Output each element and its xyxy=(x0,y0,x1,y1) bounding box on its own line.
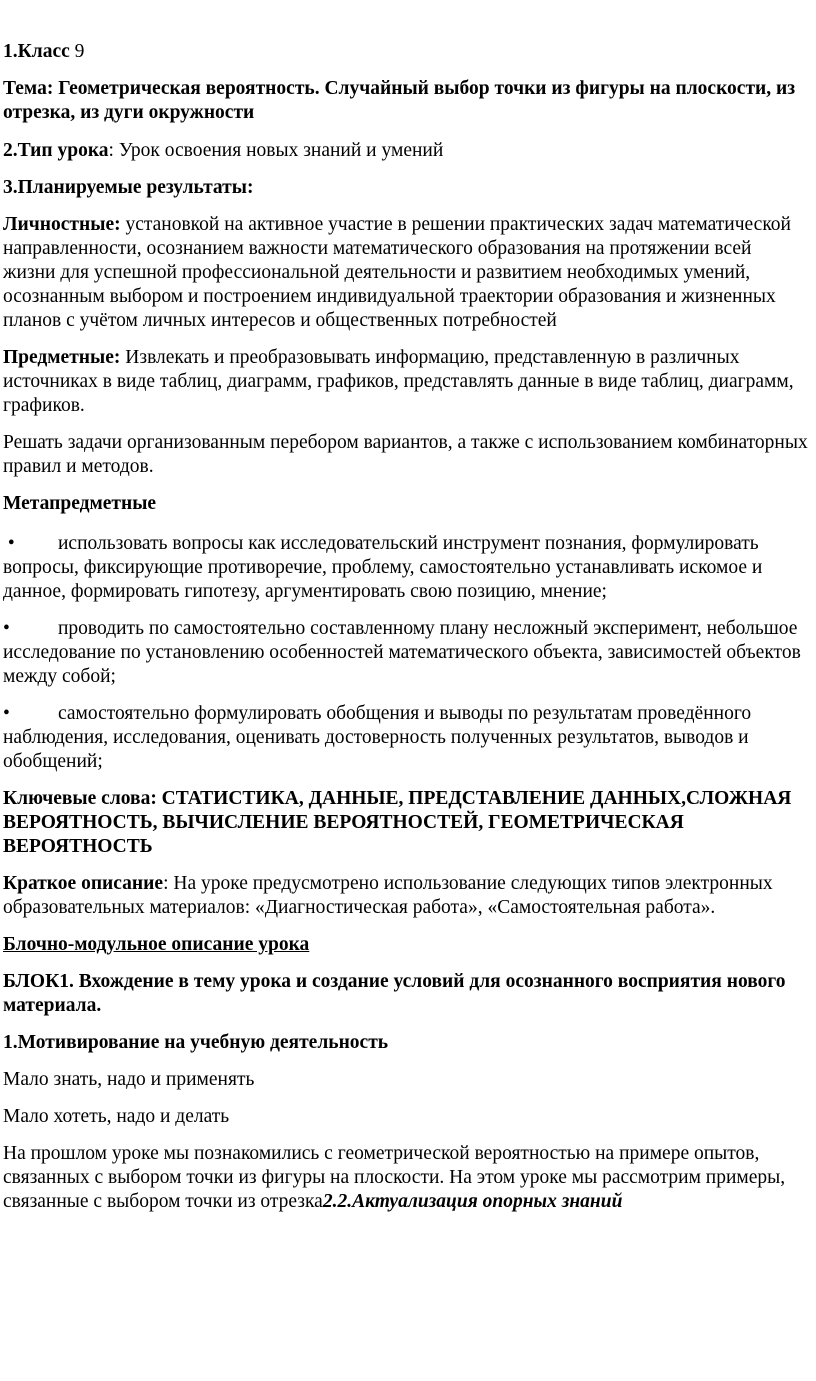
motivation-heading: 1.Мотивирование на учебную деятельность xyxy=(3,1032,389,1053)
brief-text: : На уроке предусмотрено использование следующих типов электронных образовательных материалов: «Диагностическая работа», «Самостоятельная работа». xyxy=(3,873,773,918)
subject-results-2: Решать задачи организованным перебором вариантов, а также с использованием комбинаторных правил и методов. xyxy=(3,432,808,477)
block-description-heading: Блочно-модульное описание урока xyxy=(3,934,310,955)
saying-1: Мало знать, надо и применять xyxy=(3,1069,255,1090)
class-line xyxy=(3,40,808,64)
brief-description xyxy=(3,872,808,920)
bullet-icon: • xyxy=(3,618,10,639)
meta-item-text: использовать вопросы как исследовательский инструмент познания, формулировать вопросы, фиксирующие противоречие, проблему, самостоятельно устанавливать искомое и данное, формировать гипотезу, аргументировать свою позицию, мнение; xyxy=(3,533,763,602)
block1-heading: БЛОК1. Вхождение в тему урока и создание условий для осознанного восприятия нового материала. xyxy=(3,971,786,1016)
subject-results xyxy=(3,346,808,418)
meta-item-1 xyxy=(3,532,808,604)
subject-label: Предметные: xyxy=(3,347,121,368)
saying-2: Мало хотеть, надо и делать xyxy=(3,1106,230,1127)
topic-text: Геометрическая вероятность. Случайный выбор точки из фигуры на плоскости, из отрезка, из дуги окружности xyxy=(3,78,796,123)
last-paragraph xyxy=(3,1142,808,1214)
personal-results xyxy=(3,213,808,333)
actualization-heading: 2.2.Актуализация опорных знаний xyxy=(322,1191,623,1212)
meta-item-text: самостоятельно формулировать обобщения и выводы по результатам проведённого наблюдения, исследования, оценивать достоверность полученных результатов, выводов и обобщений; xyxy=(3,703,752,772)
topic-label: Тема: xyxy=(3,78,54,99)
meta-heading: Метапредметные xyxy=(3,493,157,514)
meta-item-text: проводить по самостоятельно составленному плану несложный эксперимент, небольшое исследование по установлению особенностей математического объекта, зависимостей объектов между собой; xyxy=(3,618,801,687)
lesson-type-label: 2.Тип урока xyxy=(3,140,109,161)
bullet-icon: • xyxy=(7,533,15,554)
last-text: На прошлом уроке мы познакомились с геометрической вероятностью на примере опытов, связанных с выбором точки из фигуры на плоскости. На этом уроке мы рассмотрим примеры, связанные с выбором точки из отрезка xyxy=(3,1143,786,1212)
subject-text: Извлекать и преобразовывать информацию, представленную в различных источниках в виде таблиц, диаграмм, графиков, представлять данные в виде таблиц, диаграмм, графиков. xyxy=(3,347,794,416)
bullet-icon: • xyxy=(3,703,10,724)
brief-label: Краткое описание xyxy=(3,873,164,894)
class-label: 1.Класс xyxy=(3,41,70,62)
topic xyxy=(3,77,808,125)
keywords: Ключевые слова: СТАТИСТИКА, ДАННЫЕ, ПРЕДСТАВЛЕНИЕ ДАННЫХ,СЛОЖНАЯ ВЕРОЯТНОСТЬ, ВЫЧИСЛЕНИЕ ВЕРОЯТНОСТЕЙ, ГЕОМЕТРИЧЕСКАЯ ВЕРОЯТНОСТЬ xyxy=(3,788,792,857)
lesson-type xyxy=(3,139,808,163)
planned-results-heading: 3.Планируемые результаты: xyxy=(3,177,254,198)
lesson-type-text: : Урок освоения новых знаний и умений xyxy=(108,140,444,161)
personal-label: Личностные: xyxy=(3,214,121,235)
class-value: 9 xyxy=(74,41,85,62)
meta-item-3 xyxy=(3,702,808,774)
meta-item-2 xyxy=(3,617,808,689)
personal-text: установкой на активное участие в решении практических задач математической направленности, осознанием важности математического образования на протяжении всей жизни для успешной профессиональной деятельности и развитием необходимых умений, осознанным выбором и построением индивидуальной траектории образования и жизненных планов с учётом личных интересов и общественных потребностей xyxy=(3,214,791,331)
